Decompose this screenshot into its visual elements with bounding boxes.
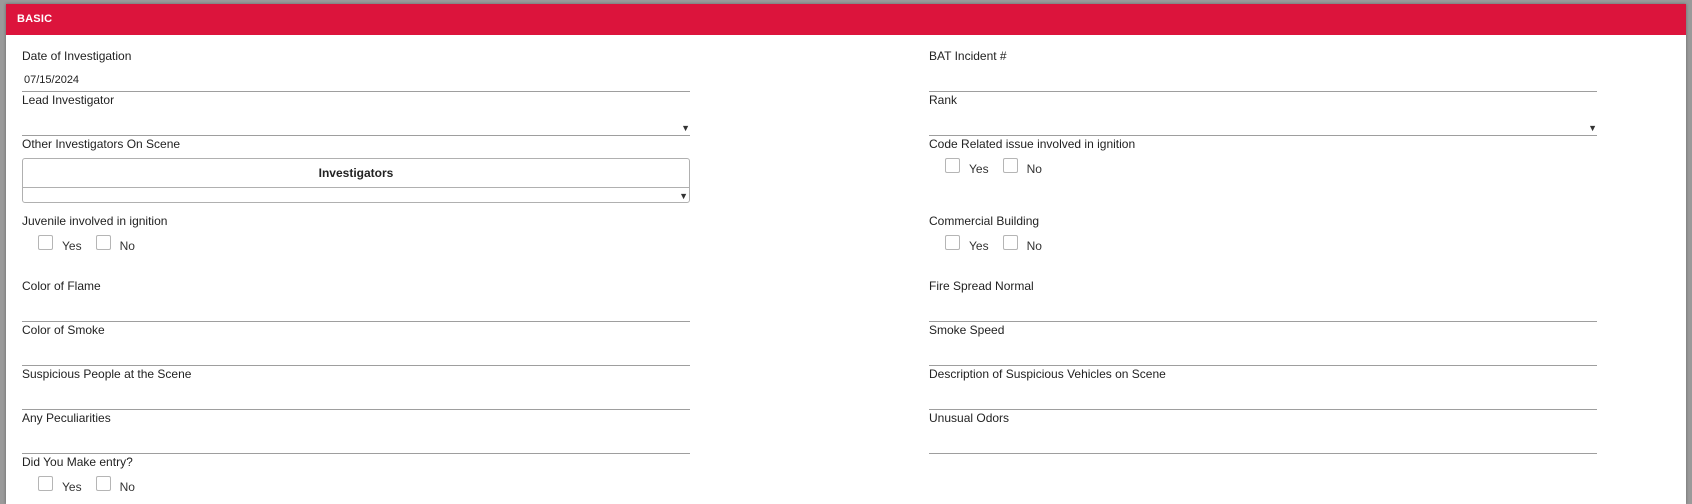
date-of-investigation-label: Date of Investigation — [22, 49, 132, 63]
code-related-label: Code Related issue involved in ignition — [929, 137, 1136, 151]
bat-incident-field — [929, 48, 1597, 92]
color-of-smoke-label: Color of Smoke — [22, 323, 105, 337]
yes-label: Yes — [62, 479, 82, 494]
checkbox[interactable] — [96, 476, 111, 491]
smoke-speed-input[interactable] — [929, 339, 1597, 366]
checkbox[interactable] — [1003, 158, 1018, 173]
code-related-no[interactable] — [1003, 159, 1042, 176]
juvenile-options — [22, 235, 690, 253]
code-related-options — [929, 158, 1597, 176]
peculiarities-field — [22, 410, 690, 454]
suspicious-people-input[interactable] — [22, 383, 690, 410]
fire-spread-normal-label: Fire Spread Normal — [929, 279, 1034, 293]
suspicious-vehicles-field — [929, 366, 1597, 410]
juvenile-yes[interactable] — [38, 236, 82, 253]
basic-panel — [6, 4, 1686, 504]
yes-label: Yes — [969, 161, 989, 176]
lead-investigator-label: Lead Investigator — [22, 93, 115, 107]
color-of-smoke-input[interactable] — [22, 339, 690, 366]
date-of-investigation-input[interactable]: 07/15/2024 — [22, 65, 690, 92]
no-label: No — [119, 479, 135, 494]
commercial-building-yes[interactable] — [945, 236, 989, 253]
made-entry-label: Did You Make entry? — [22, 455, 133, 469]
unusual-odors-label: Unusual Odors — [929, 411, 1010, 425]
made-entry-yes[interactable] — [38, 477, 82, 494]
made-entry-field — [22, 454, 690, 494]
checkbox[interactable] — [945, 235, 960, 250]
code-related-yes[interactable] — [945, 159, 989, 176]
yes-label: Yes — [969, 238, 989, 253]
no-label: No — [1026, 161, 1042, 176]
lead-investigator-field — [22, 92, 690, 136]
color-of-smoke-field — [22, 322, 690, 366]
code-related-field — [929, 136, 1597, 176]
checkbox[interactable] — [1003, 235, 1018, 250]
commercial-building-options — [929, 235, 1597, 253]
investigators-multiselect[interactable] — [22, 158, 690, 203]
bat-incident-label: BAT Incident # — [929, 49, 1007, 63]
date-of-investigation-field — [22, 48, 690, 92]
no-label: No — [1026, 238, 1042, 253]
made-entry-options — [22, 476, 690, 494]
section-header: BASIC — [6, 4, 1686, 35]
other-investigators-label: Other Investigators On Scene — [22, 137, 181, 151]
made-entry-no[interactable] — [96, 477, 135, 494]
suspicious-people-label: Suspicious People at the Scene — [22, 367, 192, 381]
unusual-odors-field — [929, 410, 1597, 454]
investigators-header: Investigators — [23, 159, 689, 188]
suspicious-vehicles-input[interactable] — [929, 383, 1597, 410]
peculiarities-label: Any Peculiarities — [22, 411, 111, 425]
commercial-building-field — [929, 213, 1597, 253]
commercial-building-label: Commercial Building — [929, 214, 1040, 228]
color-of-flame-label: Color of Flame — [22, 279, 101, 293]
rank-field — [929, 92, 1597, 136]
checkbox[interactable] — [38, 235, 53, 250]
fire-spread-normal-input[interactable] — [929, 295, 1597, 322]
chevron-down-icon: ▼ — [1588, 123, 1597, 133]
smoke-speed-label: Smoke Speed — [929, 323, 1005, 337]
checkbox[interactable] — [96, 235, 111, 250]
color-of-flame-input[interactable] — [22, 295, 690, 322]
juvenile-no[interactable] — [96, 236, 135, 253]
yes-label: Yes — [62, 238, 82, 253]
checkbox[interactable] — [945, 158, 960, 173]
smoke-speed-field — [929, 322, 1597, 366]
juvenile-label: Juvenile involved in ignition — [22, 214, 168, 228]
checkbox[interactable] — [38, 476, 53, 491]
juvenile-field — [22, 213, 690, 253]
suspicious-vehicles-label: Description of Suspicious Vehicles on Scene — [929, 367, 1166, 381]
commercial-building-no[interactable] — [1003, 236, 1042, 253]
rank-label: Rank — [929, 93, 958, 107]
unusual-odors-input[interactable] — [929, 427, 1597, 454]
fire-spread-normal-field — [929, 278, 1597, 322]
other-investigators-field — [22, 136, 690, 203]
no-label: No — [119, 238, 135, 253]
color-of-flame-field — [22, 278, 690, 322]
peculiarities-input[interactable] — [22, 427, 690, 454]
rank-select[interactable] — [929, 109, 1597, 136]
chevron-down-icon: ▼ — [681, 123, 690, 133]
chevron-down-icon[interactable]: ▼ — [679, 191, 688, 201]
lead-investigator-select[interactable] — [22, 109, 690, 136]
suspicious-people-field — [22, 366, 690, 410]
bat-incident-input[interactable] — [929, 65, 1597, 92]
